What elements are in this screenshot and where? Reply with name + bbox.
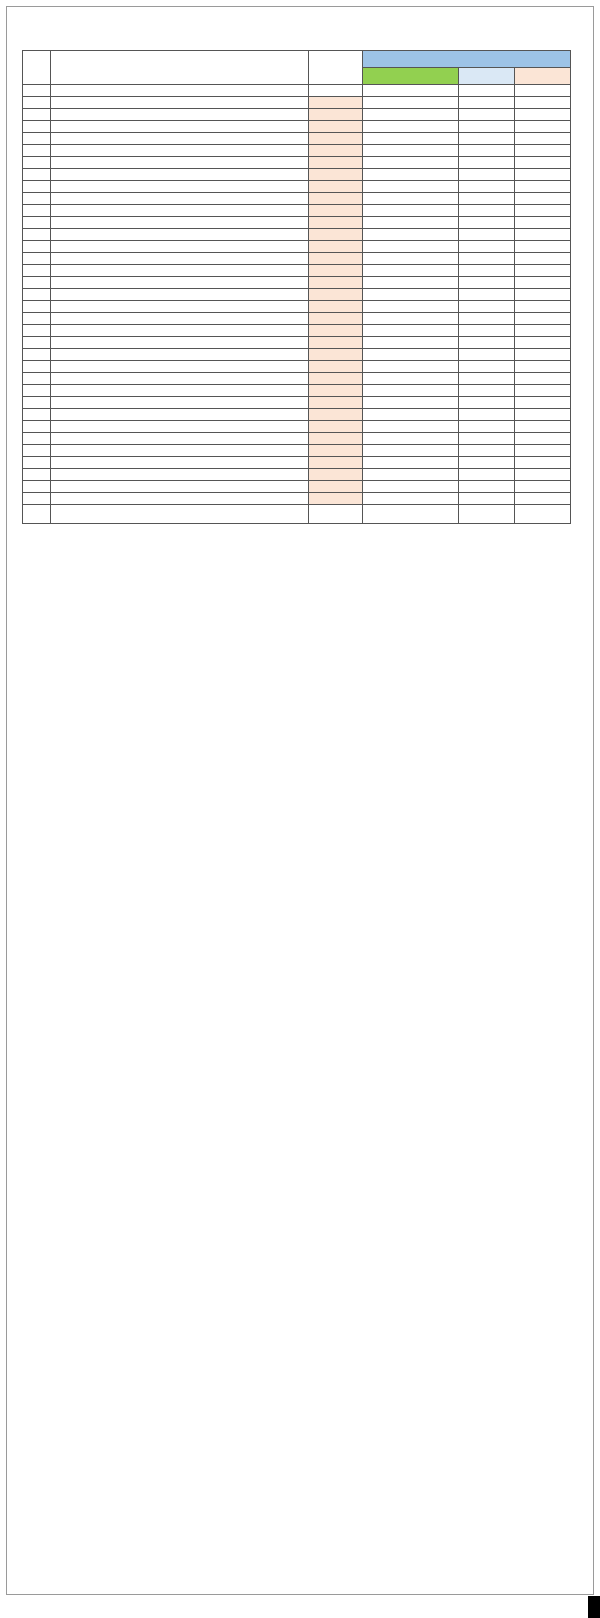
row-date-cell: [459, 469, 515, 481]
row-from-cell: [309, 217, 363, 229]
row-no-cell: [23, 277, 51, 289]
row-time-cell: [515, 205, 571, 217]
blank-cell: [51, 85, 309, 97]
row-name-cell: [51, 409, 309, 421]
row-name-cell: [51, 265, 309, 277]
row-name-cell: [51, 253, 309, 265]
blank-cell: [309, 85, 363, 97]
row-time-cell: [515, 193, 571, 205]
table-row: [23, 169, 571, 181]
row-no-cell: [23, 241, 51, 253]
row-name-cell: [51, 97, 309, 109]
row-date-cell: [459, 205, 515, 217]
row-time-cell: [515, 361, 571, 373]
row-from-cell: [309, 469, 363, 481]
row-time-cell: [515, 133, 571, 145]
row-name-cell: [51, 457, 309, 469]
row-name-cell: [51, 217, 309, 229]
row-name-cell: [51, 349, 309, 361]
row-time-cell: [515, 385, 571, 397]
row-from-cell: [309, 157, 363, 169]
row-date-cell: [459, 193, 515, 205]
row-no-cell: [23, 265, 51, 277]
table-row: [23, 241, 571, 253]
row-from-cell: [309, 229, 363, 241]
row-name-cell: [51, 133, 309, 145]
row-amount-cell: [363, 109, 459, 121]
row-date-cell: [459, 445, 515, 457]
row-amount-cell: [363, 157, 459, 169]
row-from-cell: [309, 409, 363, 421]
table-row: [23, 109, 571, 121]
row-amount-cell: [363, 397, 459, 409]
row-time-cell: [515, 433, 571, 445]
table-row: [23, 205, 571, 217]
row-amount-cell: [363, 445, 459, 457]
row-amount-cell: [363, 205, 459, 217]
row-from-cell: [309, 301, 363, 313]
total-label: [51, 505, 309, 524]
row-name-cell: [51, 421, 309, 433]
table-row: [23, 409, 571, 421]
table-row: [23, 481, 571, 493]
row-amount-cell: [363, 301, 459, 313]
row-from-cell: [309, 433, 363, 445]
row-from-cell: [309, 253, 363, 265]
row-time-cell: [515, 277, 571, 289]
row-name-cell: [51, 157, 309, 169]
row-amount-cell: [363, 373, 459, 385]
watermark: [588, 1596, 600, 1618]
row-time-cell: [515, 421, 571, 433]
row-time-cell: [515, 169, 571, 181]
header-amount: [363, 68, 459, 85]
row-name-cell: [51, 325, 309, 337]
row-date-cell: [459, 265, 515, 277]
table-row: [23, 253, 571, 265]
row-from-cell: [309, 457, 363, 469]
header-from: [309, 51, 363, 85]
row-amount-cell: [363, 481, 459, 493]
row-date-cell: [459, 133, 515, 145]
row-no-cell: [23, 313, 51, 325]
row-date-cell: [459, 121, 515, 133]
row-no-cell: [23, 385, 51, 397]
table-row: [23, 229, 571, 241]
row-from-cell: [309, 181, 363, 193]
row-no-cell: [23, 361, 51, 373]
row-name-cell: [51, 205, 309, 217]
row-amount-cell: [363, 277, 459, 289]
row-no-cell: [23, 133, 51, 145]
row-amount-cell: [363, 169, 459, 181]
table-row: [23, 457, 571, 469]
row-name-cell: [51, 385, 309, 397]
row-name-cell: [51, 313, 309, 325]
row-no-cell: [23, 253, 51, 265]
row-time-cell: [515, 109, 571, 121]
table-row: [23, 349, 571, 361]
row-from-cell: [309, 481, 363, 493]
row-name-cell: [51, 121, 309, 133]
table-body: [23, 85, 571, 505]
table-header: [23, 51, 571, 85]
row-time-cell: [515, 445, 571, 457]
row-amount-cell: [363, 97, 459, 109]
row-no-cell: [23, 337, 51, 349]
header-no: [23, 51, 51, 85]
row-no-cell: [23, 97, 51, 109]
row-no-cell: [23, 181, 51, 193]
row-amount-cell: [363, 433, 459, 445]
row-amount-cell: [363, 337, 459, 349]
row-name-cell: [51, 181, 309, 193]
table-row: [23, 133, 571, 145]
row-time-cell: [515, 181, 571, 193]
total-time-cell: [515, 505, 571, 524]
row-time-cell: [515, 325, 571, 337]
table-row: [23, 361, 571, 373]
row-amount-cell: [363, 421, 459, 433]
row-no-cell: [23, 349, 51, 361]
row-amount-cell: [363, 409, 459, 421]
row-from-cell: [309, 289, 363, 301]
row-amount-cell: [363, 217, 459, 229]
row-name-cell: [51, 193, 309, 205]
table-row: [23, 217, 571, 229]
row-from-cell: [309, 109, 363, 121]
row-name-cell: [51, 169, 309, 181]
row-date-cell: [459, 289, 515, 301]
row-from-cell: [309, 445, 363, 457]
table-row: [23, 265, 571, 277]
header-name: [51, 51, 309, 85]
row-time-cell: [515, 397, 571, 409]
row-name-cell: [51, 361, 309, 373]
row-name-cell: [51, 301, 309, 313]
row-date-cell: [459, 457, 515, 469]
row-no-cell: [23, 445, 51, 457]
table-row: [23, 181, 571, 193]
row-time-cell: [515, 229, 571, 241]
row-time-cell: [515, 373, 571, 385]
row-name-cell: [51, 469, 309, 481]
row-from-cell: [309, 337, 363, 349]
row-name-cell: [51, 289, 309, 301]
row-from-cell: [309, 397, 363, 409]
row-name-cell: [51, 433, 309, 445]
blank-cell: [459, 85, 515, 97]
row-time-cell: [515, 481, 571, 493]
row-from-cell: [309, 361, 363, 373]
row-amount-cell: [363, 385, 459, 397]
row-date-cell: [459, 481, 515, 493]
row-from-cell: [309, 349, 363, 361]
blank-cell: [515, 85, 571, 97]
row-no-cell: [23, 205, 51, 217]
row-amount-cell: [363, 229, 459, 241]
row-date-cell: [459, 241, 515, 253]
table-row: [23, 373, 571, 385]
row-date-cell: [459, 157, 515, 169]
row-time-cell: [515, 469, 571, 481]
row-name-cell: [51, 445, 309, 457]
row-time-cell: [515, 289, 571, 301]
row-date-cell: [459, 373, 515, 385]
row-date-cell: [459, 421, 515, 433]
table-row: [23, 289, 571, 301]
row-no-cell: [23, 409, 51, 421]
page-title: [0, 14, 600, 40]
table-row: [23, 157, 571, 169]
row-no-cell: [23, 493, 51, 505]
row-from-cell: [309, 265, 363, 277]
row-amount-cell: [363, 253, 459, 265]
row-name-cell: [51, 277, 309, 289]
blank-row: [23, 85, 571, 97]
row-time-cell: [515, 121, 571, 133]
row-from-cell: [309, 373, 363, 385]
row-no-cell: [23, 229, 51, 241]
table-footer: [23, 505, 571, 524]
row-date-cell: [459, 181, 515, 193]
row-no-cell: [23, 109, 51, 121]
row-name-cell: [51, 493, 309, 505]
row-date-cell: [459, 337, 515, 349]
row-amount-cell: [363, 289, 459, 301]
row-amount-cell: [363, 469, 459, 481]
row-time-cell: [515, 145, 571, 157]
row-date-cell: [459, 409, 515, 421]
row-no-cell: [23, 145, 51, 157]
row-date-cell: [459, 493, 515, 505]
row-amount-cell: [363, 361, 459, 373]
row-no-cell: [23, 193, 51, 205]
table-row: [23, 433, 571, 445]
row-time-cell: [515, 457, 571, 469]
row-time-cell: [515, 253, 571, 265]
row-time-cell: [515, 409, 571, 421]
donor-table: [22, 50, 571, 524]
header-date: [459, 68, 515, 85]
row-name-cell: [51, 145, 309, 157]
row-date-cell: [459, 169, 515, 181]
row-amount-cell: [363, 325, 459, 337]
row-time-cell: [515, 301, 571, 313]
row-date-cell: [459, 385, 515, 397]
table-row: [23, 121, 571, 133]
row-time-cell: [515, 97, 571, 109]
row-from-cell: [309, 385, 363, 397]
row-no-cell: [23, 397, 51, 409]
row-time-cell: [515, 337, 571, 349]
row-from-cell: [309, 277, 363, 289]
row-from-cell: [309, 421, 363, 433]
row-time-cell: [515, 349, 571, 361]
blank-cell: [363, 85, 459, 97]
row-date-cell: [459, 145, 515, 157]
row-time-cell: [515, 265, 571, 277]
table-row: [23, 97, 571, 109]
row-amount-cell: [363, 193, 459, 205]
row-date-cell: [459, 313, 515, 325]
table-row: [23, 445, 571, 457]
row-from-cell: [309, 121, 363, 133]
row-no-cell: [23, 433, 51, 445]
row-name-cell: [51, 241, 309, 253]
row-time-cell: [515, 241, 571, 253]
row-time-cell: [515, 157, 571, 169]
row-from-cell: [309, 193, 363, 205]
row-name-cell: [51, 481, 309, 493]
row-no-cell: [23, 469, 51, 481]
row-no-cell: [23, 157, 51, 169]
row-no-cell: [23, 457, 51, 469]
table-row: [23, 493, 571, 505]
row-no-cell: [23, 169, 51, 181]
row-name-cell: [51, 109, 309, 121]
row-amount-cell: [363, 133, 459, 145]
row-amount-cell: [363, 313, 459, 325]
row-date-cell: [459, 277, 515, 289]
total-from-cell: [309, 505, 363, 524]
row-from-cell: [309, 169, 363, 181]
row-no-cell: [23, 373, 51, 385]
row-no-cell: [23, 421, 51, 433]
row-date-cell: [459, 97, 515, 109]
row-date-cell: [459, 397, 515, 409]
row-time-cell: [515, 217, 571, 229]
row-date-cell: [459, 229, 515, 241]
row-from-cell: [309, 205, 363, 217]
row-amount-cell: [363, 265, 459, 277]
row-no-cell: [23, 121, 51, 133]
table-row: [23, 277, 571, 289]
header-time: [515, 68, 571, 85]
table-row: [23, 301, 571, 313]
row-amount-cell: [363, 145, 459, 157]
row-amount-cell: [363, 349, 459, 361]
row-time-cell: [515, 313, 571, 325]
row-amount-cell: [363, 457, 459, 469]
row-from-cell: [309, 493, 363, 505]
table-row: [23, 193, 571, 205]
table-row: [23, 313, 571, 325]
header-payment-info: [363, 51, 571, 68]
row-date-cell: [459, 433, 515, 445]
row-amount-cell: [363, 241, 459, 253]
row-amount-cell: [363, 121, 459, 133]
row-amount-cell: [363, 493, 459, 505]
row-name-cell: [51, 229, 309, 241]
row-from-cell: [309, 133, 363, 145]
row-name-cell: [51, 337, 309, 349]
row-date-cell: [459, 349, 515, 361]
row-from-cell: [309, 325, 363, 337]
total-no-cell: [23, 505, 51, 524]
row-from-cell: [309, 241, 363, 253]
row-name-cell: [51, 373, 309, 385]
row-no-cell: [23, 325, 51, 337]
row-date-cell: [459, 361, 515, 373]
row-date-cell: [459, 253, 515, 265]
total-date-cell: [459, 505, 515, 524]
row-no-cell: [23, 217, 51, 229]
row-name-cell: [51, 397, 309, 409]
row-no-cell: [23, 481, 51, 493]
table-row: [23, 397, 571, 409]
row-from-cell: [309, 97, 363, 109]
row-date-cell: [459, 109, 515, 121]
row-from-cell: [309, 145, 363, 157]
table-row: [23, 145, 571, 157]
table-row: [23, 421, 571, 433]
table-row: [23, 469, 571, 481]
row-no-cell: [23, 301, 51, 313]
table-row: [23, 337, 571, 349]
row-date-cell: [459, 217, 515, 229]
row-no-cell: [23, 289, 51, 301]
table-row: [23, 325, 571, 337]
row-time-cell: [515, 493, 571, 505]
blank-cell: [23, 85, 51, 97]
row-from-cell: [309, 313, 363, 325]
table-row: [23, 385, 571, 397]
row-date-cell: [459, 301, 515, 313]
row-date-cell: [459, 325, 515, 337]
row-amount-cell: [363, 181, 459, 193]
total-amount: [363, 505, 459, 524]
